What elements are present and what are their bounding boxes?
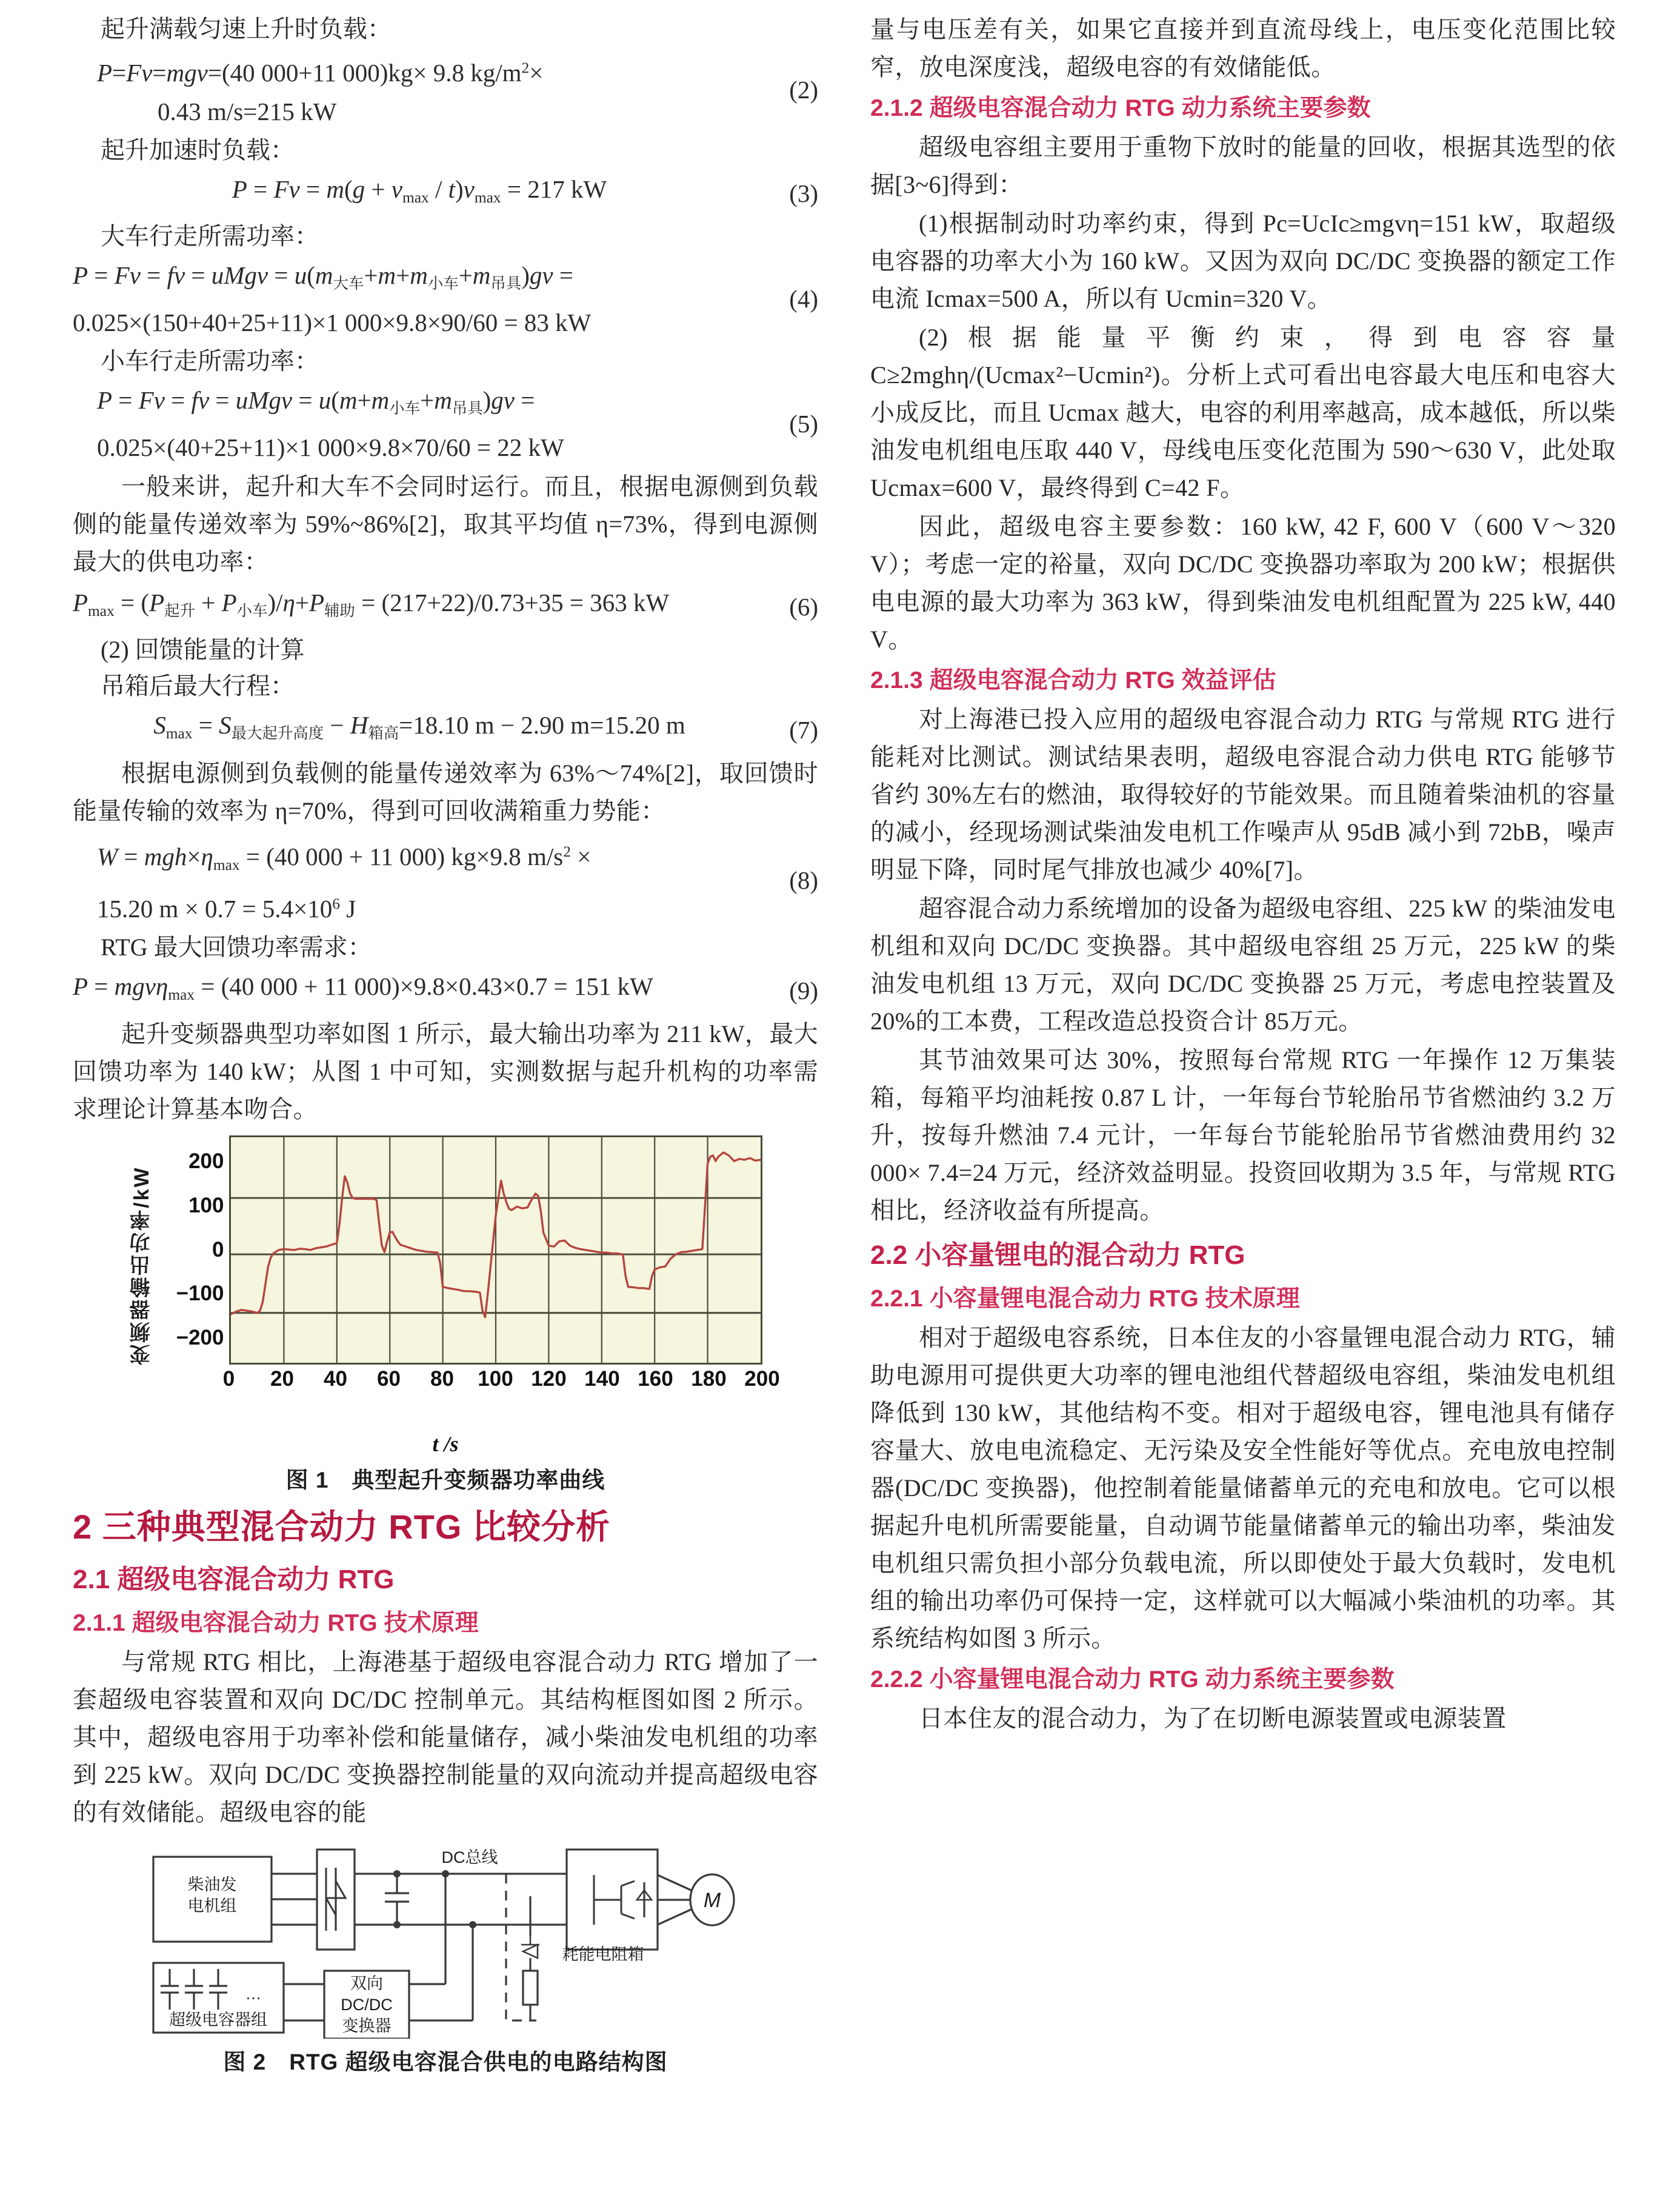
paragraph-supercap-selection: 超级电容组主要用于重物下放时的能量的回收，根据其选型的依据[3~6]得到： [870, 133, 1616, 198]
eq3-label: 起升加速时负载： [101, 136, 295, 164]
heading-section-2-2-1: 2.2.1 小容量锂电混合动力 RTG 技术原理 [870, 1286, 1300, 1312]
paragraph-braking-constraint: (1)根据制动时功率约束，得到 Pc=UcIc≥mgvη=151 kW，取超级电容器的功率大小为 160 kW。又因为双向 DC/DC 变换器的额定工作电流 Icmax=500 A，所以有 Ucmin=320 V。 [870, 210, 1616, 312]
eq9-label: RTG 最大回馈功率需求： [101, 933, 372, 961]
left-column [73, 11, 818, 2183]
chart-y-tick: −100 [176, 1282, 224, 1306]
chart-y-tick: 200 [188, 1149, 224, 1174]
dcdc-label: 双向 [350, 1974, 383, 1993]
paragraph-energy-balance: (2)根据能量平衡约束，得到电容容量 C≥2mghη/(Ucmax²−Ucmin²)。分析上式可看出电容最大电压和电容大小成反比，而且 Ucmax 越大，电容的利用率越高，成本越低，所以柴油发电机组电压取 440 V，母线电压变化范围为 590～630 V，此处取 Ucmax=600 V，最终得到 C=42 F。 [870, 324, 1616, 501]
chart-y-ticks [156, 1135, 229, 1396]
paragraph-efficiency: 一般来讲，起升和大车不会同时运行。而且，根据电源侧到负载侧的能量传递效率为 59%~86%[2]，取其平均值 η=73%，得到电源侧最大的供电功率： [73, 473, 818, 576]
equation-9: P = mgvη$_{max}$ = (40 000 + 11 000)×9.8×0.43×0.7 = 151 kW (9) [73, 972, 818, 1004]
chart-y-tick: 0 [212, 1237, 224, 1262]
heading-section-2: 2 三种典型混合动力 RTG 比较分析 [73, 1507, 611, 1546]
eq5-label: 小车行走所需功率： [101, 347, 319, 375]
chart-canvas [229, 1135, 762, 1365]
equation-2-number: (2) [789, 75, 818, 104]
chart-x-axis-label: t /s [432, 1431, 459, 1456]
chart-x-tick: 200 [744, 1366, 780, 1391]
eq2-label: 起升满载匀速上升时负载： [101, 15, 392, 42]
figure-2 [73, 1839, 818, 2076]
chart-x-tick: 180 [691, 1366, 727, 1391]
paragraph-fuel-savings: 其节油效果可达 30%，按照每台常规 RTG 一年操作 12 万集装箱，每箱平均油耗按 0.87 L 计，一年每台节轮胎吊节省燃油约 3.2 万升，按每升燃油 7.4 元计，一年每台节能轮胎吊节省燃油费用约 32 000× 7.4=24 万元，经济效益明显。投资回收期为 3.5 年，与常规 RTG 相比，经济收益有所提高。 [870, 1046, 1616, 1224]
figure-1-caption: 图 1 典型起升变频器功率曲线 [285, 1467, 605, 1492]
svg-text:变换器: 变换器 [342, 2016, 392, 2035]
equation-2: P=Fv=mgv=(40 000+11 000)kg× 9.8 $kg/m^2\times$ 0.43 m/s=215 kW (2) [97, 58, 818, 125]
heading-section-2-1-1: 2.1.1 超级电容混合动力 RTG 技术原理 [73, 1609, 479, 1636]
equation-6-number: (6) [789, 593, 818, 621]
equation-3: $P = Fv = m(g + v_{max} / t)v_{max} = 217$ kW (3) [232, 175, 818, 208]
equation-7-number: (7) [789, 715, 818, 744]
chart-svg [231, 1137, 761, 1363]
equation-9-number: (9) [789, 976, 818, 1004]
chart-power-curve [73, 1135, 818, 1396]
chart-y-axis-label: 变频器输出功率/kW [130, 1166, 153, 1366]
equation-6: $P_{max} = (P_{起升} + P_{小车})/\eta+P_{辅助} = (217+22)/0.73+35 = 363$ kW (6) [73, 589, 818, 621]
chart-x-tick: 60 [377, 1366, 401, 1391]
chart-x-tick: 120 [531, 1366, 567, 1391]
equation-4-number: (4) [789, 285, 818, 313]
equation-5: P = Fv = fv = uMgv = $u(m+m_{小车}+m_{吊具})gv$ = 0.025×(40+25+11)×1 000×9.8×70/60 = 22 kW (5) [97, 386, 818, 462]
equation-3-number: (3) [789, 179, 818, 208]
resistor-box-label: 耗能电阻箱 [562, 1945, 644, 1963]
chart-x-tick: 20 [270, 1366, 294, 1391]
equation-8: $W = mgh\times\eta_{max} = (40$ 000 + 11 000) kg×9.8 $m/s^2$ × 15.20 $m \times 0.7 = 5.4\times 10^6$ J (8) [97, 842, 818, 923]
heading-section-2-1: 2.1 超级电容混合动力 RTG [73, 1564, 395, 1594]
chart-x-tick: 160 [638, 1366, 673, 1391]
chart-x-ticks [222, 1366, 780, 1399]
eq7-label: 吊箱后最大行程： [101, 672, 295, 700]
circuit-diagram-svg [142, 1839, 748, 2039]
subhead-feedback-energy: (2) 回馈能量的计算 [101, 636, 305, 664]
chart-plot-area [156, 1135, 780, 1396]
ellipsis-icon: … [245, 1984, 262, 2003]
paragraph-voltage-difference: 量与电压差有关，如果它直接并到直流母线上，电压变化范围比较窄，放电深度浅，超级电容的有效储能低。 [870, 16, 1616, 81]
paragraph-sumitomo-hybrid: 日本住友的混合动力，为了在切断电源装置或电源装置 [919, 1705, 1507, 1732]
dc-bus-label: DC总线 [441, 1848, 498, 1866]
chart-x-tick: 40 [324, 1366, 347, 1391]
paragraph-benefit-test: 对上海港已投入应用的超级电容混合动力 RTG 与常规 RTG 进行能耗对比测试。测试结果表明，超级电容混合动力供电 RTG 能够节省约 30%左右的燃油，取得较好的节能效果。而且随着柴油机的容量的减小，经现场测试柴油发电机工作噪声从 95dB 减小到 72bB，噪声明显下降，同时尾气排放也减少 40%[7]。 [870, 706, 1616, 883]
heading-section-2-2: 2.2 小容量锂电的混合动力 RTG [870, 1240, 1245, 1270]
paragraph-equipment-cost: 超容混合动力系统增加的设备为超级电容组、225 kW 的柴油发电机组和双向 DC/DC 变换器。其中超级电容组 25 万元，225 kW 的柴油发电机组 13 万元，双向 DC/DC 变换器 25 万元，考虑电控装置及 20%的工本费，工程改造总投资合计 85万元。 [870, 895, 1616, 1035]
figure-2-caption: 图 2 RTG 超级电容混合供电的电路结构图 [223, 2049, 668, 2074]
chart-x-tick: 0 [222, 1366, 235, 1391]
heading-section-2-1-3: 2.1.3 超级电容混合动力 RTG 效益评估 [870, 667, 1276, 693]
motor-label: M [703, 1888, 721, 1912]
chart-y-tick: 100 [188, 1194, 224, 1218]
right-column [870, 11, 1616, 2183]
paragraph-lithium-principle: 相对于超级电容系统，日本住友的小容量锂电混合动力 RTG，辅助电源用可提供更大功率的锂电池组代替超级电容组，柴油发电机组降低到 130 kW，其他结构不变。相对于超级电容，锂电池具有储存容量大、放电电流稳定、无污染及安全性能好等优点。充电放电控制器(DC/DC 变换器)，他控制着能量储蓄单元的充电和放电。它可以根据起升电机所需要能量，自动调节能量储蓄单元的输出功率，柴油发电机组只需负担小部分负载电流，所以即使处于最大负载时，发电机组的输出功率仍可保持一定，这样就可以大幅减小柴油机的功率。其系统结构如图 3 所示。 [870, 1324, 1616, 1652]
paragraph-supercap-parameters: 因此，超级电容主要参数：160 kW, 42 F, 600 V（600 V～320 V）；考虑一定的裕量，双向 DC/DC 变换器功率取为 200 kW；根据供电电源的最大功率为 363 kW，得到柴油发电机组配置为 225 kW, 440 V。 [870, 513, 1616, 653]
chart-x-tick: 100 [478, 1366, 513, 1391]
heading-section-2-1-2: 2.1.2 超级电容混合动力 RTG 动力系统主要参数 [870, 95, 1371, 121]
equation-8-number: (8) [789, 866, 818, 894]
chart-x-tick: 80 [430, 1366, 454, 1391]
equation-7: $S_{max} = S_{最大起升高度} - H_{箱高}=18.10$ m − 2.90 m=15.20 m (7) [153, 711, 818, 744]
heading-section-2-2-2: 2.2.2 小容量锂电混合动力 RTG 动力系统主要参数 [870, 1666, 1395, 1693]
supercap-bank-label: 超级电容器组 [169, 2010, 267, 2029]
paragraph-recovery-efficiency: 根据电源侧到负载侧的能量传递效率为 63%～74%[2]，取回馈时能量传输的效率为 η=70%，得到可回收满箱重力势能： [73, 759, 818, 824]
figure-1 [73, 1135, 818, 1494]
svg-text:DC/DC: DC/DC [341, 1995, 393, 2014]
equation-5-number: (5) [789, 410, 818, 438]
chart-x-tick: 140 [584, 1366, 620, 1391]
chart-y-tick: −200 [176, 1326, 224, 1350]
eq4-label: 大车行走所需功率： [101, 222, 319, 250]
paragraph-supercap-principle: 与常规 RTG 相比，上海港基于超级电容混合动力 RTG 增加了一套超级电容装置和双向 DC/DC 控制单元。其结构框图如图 2 所示。其中，超级电容用于功率补偿和能量储存，减小柴油发电机组的功率到 225 kW。双向 DC/DC 变换器控制能量的双向流动并提高超级电容的有效储能。超级电容的能 [73, 1648, 818, 1826]
svg-text:电机组: 电机组 [187, 1896, 237, 1915]
equation-4: P = Fv = fv = uMgv = $u(m_{大车}+m+m_{小车}+m_{吊具})gv$ = 0.025×(150+40+25+11)×1 000×9.8×90/60 = 83 kW (4) [73, 261, 818, 337]
diesel-genset-label: 柴油发 [187, 1875, 237, 1894]
paragraph-chart-reference: 起升变频器典型功率如图 1 所示，最大输出功率为 211 kW，最大回馈功率为 140 kW；从图 1 中可知，实测数据与起升机构的功率需求理论计算基本吻合。 [73, 1020, 818, 1123]
